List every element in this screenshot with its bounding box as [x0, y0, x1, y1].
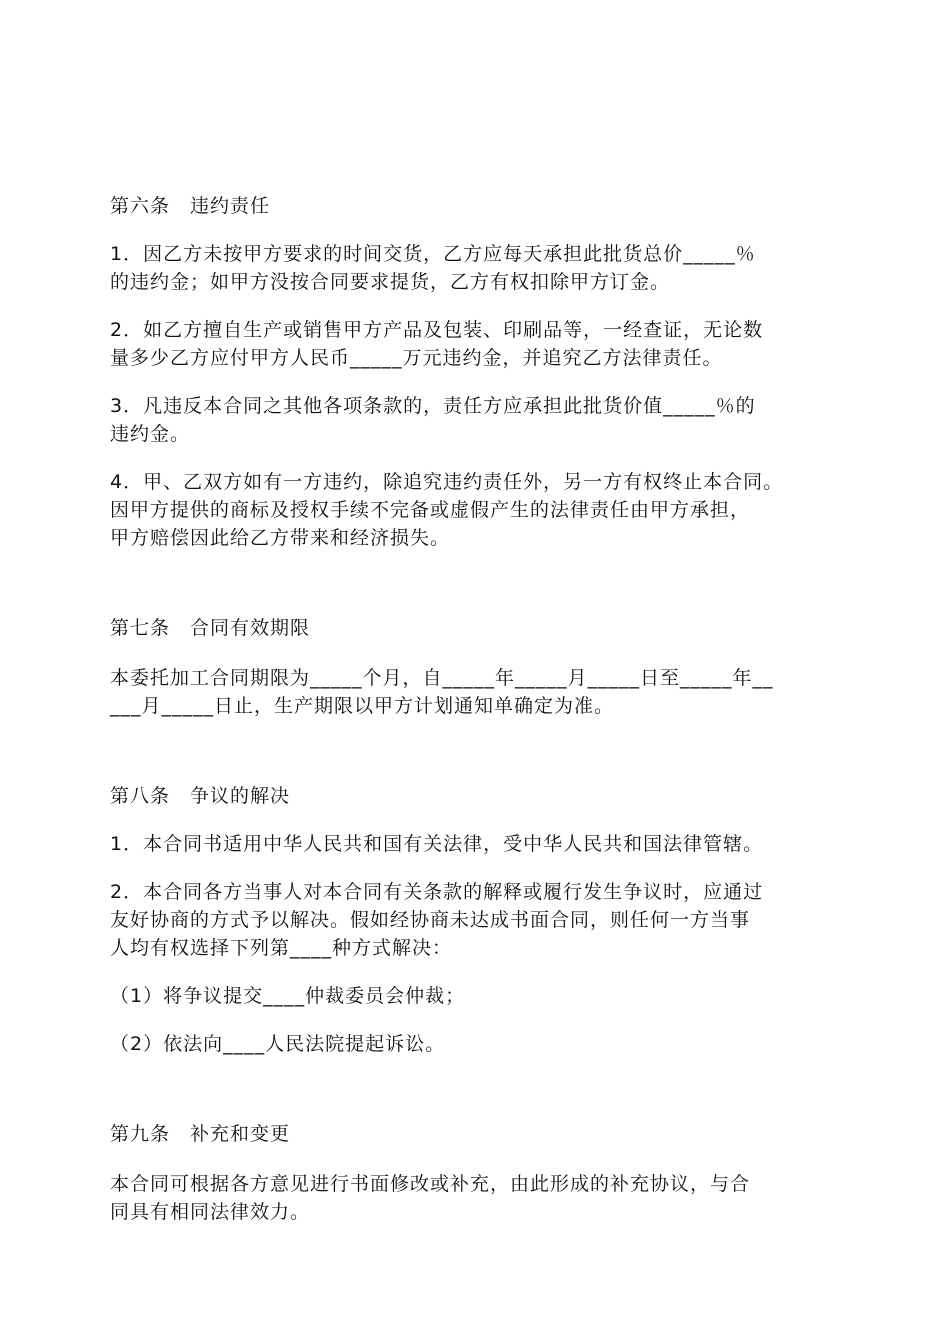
section-6 — [110, 192, 858, 552]
text-line: （1）将争议提交____仲裁委员会仲裁； — [110, 985, 466, 1007]
text-line: 本委托加工合同期限为_____个月，自_____年_____月_____日至_____年__ — [110, 667, 774, 689]
text-line: 友好协商的方式予以解决。假如经协商未达成书面合同，则任何一方当事 — [110, 909, 751, 931]
clause-paragraph — [110, 878, 858, 962]
text-line: 的违约金；如甲方没按合同要求提货，乙方有权扣除甲方订金。 — [110, 271, 671, 293]
section-heading: 第六条 违约责任 — [110, 195, 271, 217]
clause-paragraph — [110, 392, 858, 448]
text-line: 3．凡违反本合同之其他各项条款的，责任方应承担此批货价值_____％的 — [110, 395, 756, 417]
section-7 — [110, 614, 858, 720]
clause-paragraph — [110, 1170, 858, 1226]
text-line: 因甲方提供的商标及授权手续不完备或虚假产生的法律责任由甲方承担， — [110, 499, 751, 521]
text-line: 同具有相同法律效力。 — [110, 1201, 311, 1223]
text-line: 违约金。 — [110, 423, 191, 445]
section-heading: 第八条 争议的解决 — [110, 785, 291, 807]
text-line: 甲方赔偿因此给乙方带来和经济损失。 — [110, 527, 451, 549]
section-heading: 第七条 合同有效期限 — [110, 617, 311, 639]
clause-paragraph — [110, 1030, 858, 1058]
text-line: 1．因乙方未按甲方要求的时间交货，乙方应每天承担此批货总价_____％ — [110, 243, 756, 265]
text-line: 4．甲、乙双方如有一方违约，除追究违约责任外，另一方有权终止本合同。 — [110, 471, 784, 493]
clause-paragraph — [110, 240, 858, 296]
clause-paragraph — [110, 468, 858, 552]
section-8 — [110, 782, 858, 1058]
section-9 — [110, 1120, 858, 1226]
clause-paragraph — [110, 830, 858, 858]
text-line: 2．如乙方擅自生产或销售甲方产品及包装、印刷品等，一经查证，无论数 — [110, 319, 764, 341]
document-page — [110, 192, 858, 1226]
clause-paragraph — [110, 316, 858, 372]
clause-paragraph — [110, 664, 858, 720]
text-line: ___月_____日止，生产期限以甲方计划通知单确定为准。 — [110, 695, 615, 717]
text-line: 1．本合同书适用中华人民共和国有关法律，受中华人民共和国法律管辖。 — [110, 833, 764, 855]
text-line: 量多少乙方应付甲方人民币_____万元违约金，并追究乙方法律责任。 — [110, 347, 723, 369]
section-heading: 第九条 补充和变更 — [110, 1123, 291, 1145]
text-line: 2．本合同各方当事人对本合同有关条款的解释或履行发生争议时，应通过 — [110, 881, 764, 903]
text-line: 本合同可根据各方意见进行书面修改或补充，由此形成的补充协议，与合 — [110, 1173, 751, 1195]
clause-paragraph — [110, 982, 858, 1010]
text-line: 人均有权选择下列第____种方式解决： — [110, 937, 453, 959]
text-line: （2）依法向____人民法院提起诉讼。 — [110, 1033, 446, 1055]
